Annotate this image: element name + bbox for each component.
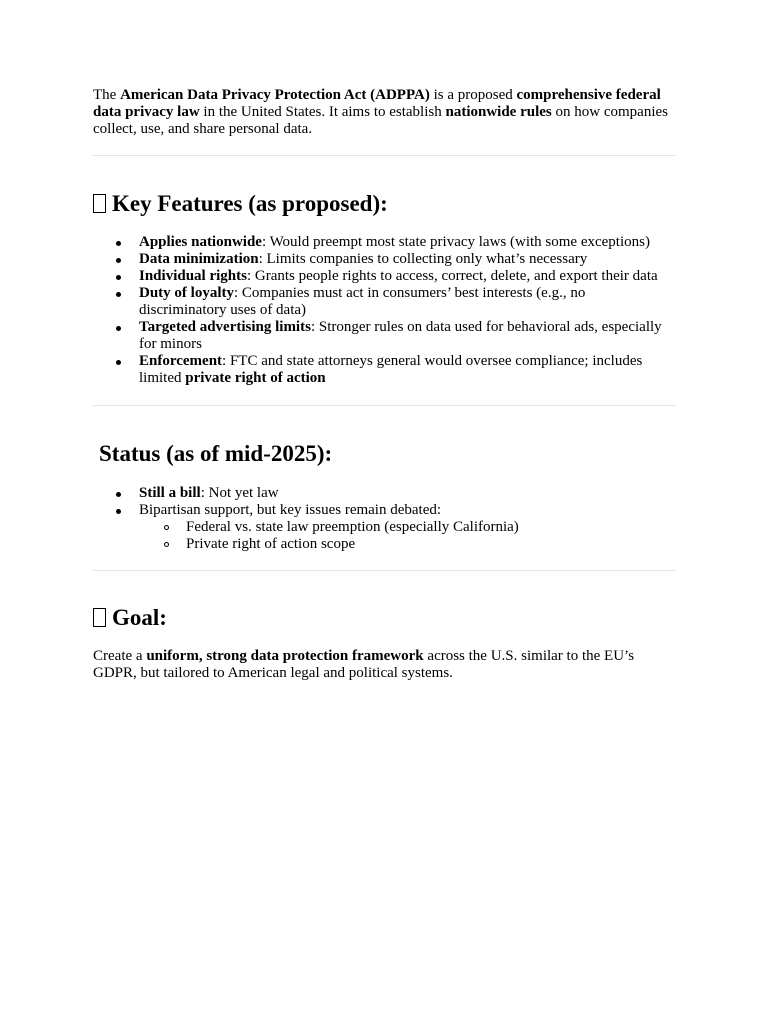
features-list — [93, 234, 676, 387]
intro-text: on how companies collect, use, and share personal data. — [93, 104, 668, 137]
feature-title: Duty of loyalty — [139, 285, 234, 301]
feature-title: Data minimization — [139, 251, 259, 267]
divider — [93, 405, 676, 406]
status-text: : Not yet law — [200, 485, 279, 501]
sub-item-text: Private right of action scope — [186, 536, 356, 552]
divider — [93, 570, 676, 571]
status-heading — [93, 440, 676, 468]
goal-text: Create a — [93, 648, 147, 664]
sub-list-item — [186, 519, 676, 536]
feature-text: : Limits companies to collecting only what’s necessary — [258, 251, 588, 267]
goal-text: across the U.S. similar to the EU’s GDPR, but tailored to American legal and political systems. — [93, 648, 635, 681]
list-item — [139, 319, 676, 353]
goal-heading — [93, 604, 676, 632]
sub-item-text: Federal vs. state law preemption (especially California) — [186, 519, 519, 535]
feature-title: Targeted advertising limits — [139, 319, 311, 335]
status-title: Still a bill — [139, 485, 201, 501]
bullet-icon — [116, 326, 121, 331]
goal-heading-text: Goal: — [112, 605, 167, 630]
intro-bold-law-type: comprehensive federal data privacy law — [93, 87, 661, 120]
feature-title: Individual rights — [139, 268, 247, 284]
bullet-icon — [116, 360, 121, 365]
intro-text: in the United States. It aims to establish — [199, 104, 446, 120]
feature-text: : Stronger rules on data used for behavioral ads, especially for minors — [139, 319, 662, 352]
list-item — [139, 234, 676, 251]
intro-text: is a proposed — [429, 87, 517, 103]
status-text: Bipartisan support, but key issues remain debated: — [139, 502, 442, 518]
intro-text: The — [93, 87, 121, 103]
list-item — [139, 353, 676, 387]
circle-bullet-icon — [164, 542, 169, 547]
feature-title: Enforcement — [139, 353, 223, 369]
goal-paragraph — [93, 648, 676, 682]
bullet-icon — [116, 275, 121, 280]
goal-bold-framework: uniform, strong data protection framework — [146, 648, 424, 664]
feature-text: : Grants people rights to access, correct, delete, and export their data — [246, 268, 658, 284]
feature-bold-phrase: private right of action — [185, 370, 326, 386]
status-heading-text: Status (as of mid-2025): — [99, 441, 333, 466]
status-sublist — [139, 519, 676, 553]
missing-glyph-icon — [93, 608, 106, 627]
list-item — [139, 268, 676, 285]
feature-text: : FTC and state attorneys general would oversee compliance; includes limited — [139, 353, 643, 386]
intro-paragraph — [93, 87, 676, 138]
feature-text: : Would preempt most state privacy laws (with some exceptions) — [261, 234, 650, 250]
features-heading — [93, 190, 676, 218]
circle-bullet-icon — [164, 525, 169, 530]
list-item — [139, 251, 676, 268]
bullet-icon — [116, 241, 121, 246]
bullet-icon — [116, 492, 121, 497]
intro-bold-rules: nationwide rules — [445, 104, 552, 120]
missing-glyph-icon — [93, 194, 106, 213]
list-item — [139, 485, 676, 502]
sub-list-item — [186, 536, 676, 553]
status-list — [93, 485, 676, 553]
list-item — [139, 502, 676, 553]
features-heading-text: Key Features (as proposed): — [112, 191, 388, 216]
bullet-icon — [116, 292, 121, 297]
intro-bold-act-name: American Data Privacy Protection Act (ADPPA) — [120, 87, 430, 103]
document-body — [93, 87, 676, 682]
bullet-icon — [116, 509, 121, 514]
divider — [93, 155, 676, 156]
bullet-icon — [116, 258, 121, 263]
feature-text: : Companies must act in consumers’ best interests (e.g., no discriminatory uses of data) — [139, 285, 586, 318]
feature-title: Applies nationwide — [139, 234, 262, 250]
list-item — [139, 285, 676, 319]
